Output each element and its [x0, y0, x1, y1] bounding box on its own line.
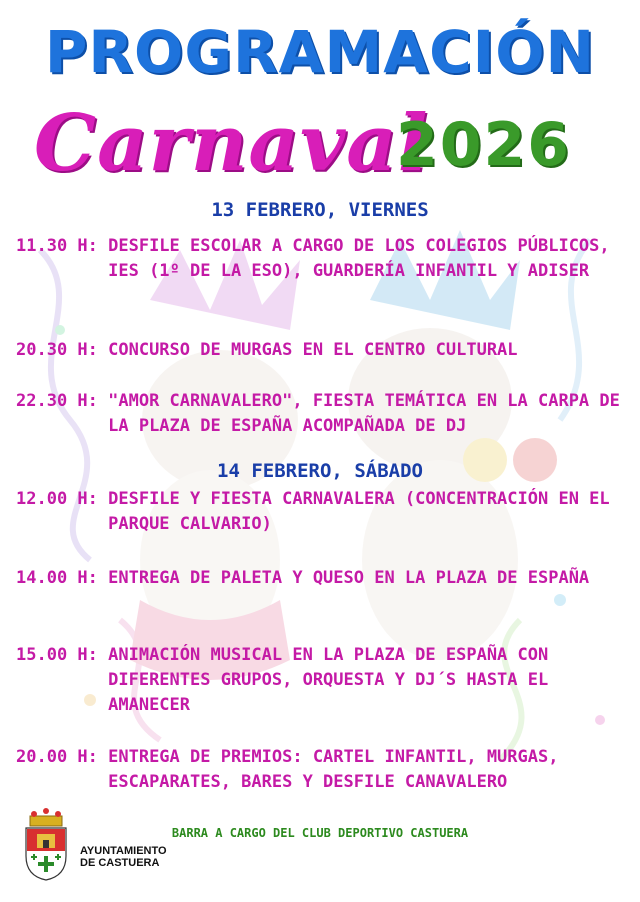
event-item: [16, 487, 630, 537]
event-description: "AMOR CARNAVALERO", FIESTA TEMÁTICA EN LA CARPA DE LA PLAZA DE ESPAÑA ACOMPAÑADA DE DJ: [108, 391, 620, 436]
castuera-coat-of-arms-icon: [22, 806, 70, 882]
event-year: 2026: [396, 110, 571, 180]
town-name-line2: DE CASTUERA: [80, 857, 160, 869]
event-time: 22.30 H:: [16, 391, 109, 411]
bar-sponsor-note: BARRA A CARGO DEL CLUB DEPORTIVO CASTUERA: [171, 826, 469, 840]
event-item: [16, 745, 630, 795]
poster-title: PROGRAMACIÓN: [44, 18, 596, 86]
subtitle-row: [0, 98, 640, 188]
event-description: ENTREGA DE PALETA Y QUESO EN LA PLAZA DE ESPAÑA: [108, 568, 590, 588]
event-time: 11.30 H:: [16, 236, 109, 256]
event-item: [16, 389, 630, 439]
event-item: [16, 566, 630, 591]
town-name-line1: AYUNTAMIENTO: [80, 845, 167, 857]
event-time: 14.00 H:: [16, 568, 109, 588]
day-header-saturday: 14 FEBRERO, SÁBADO: [217, 460, 423, 482]
event-item: [16, 338, 630, 363]
event-description: DESFILE ESCOLAR A CARGO DE LOS COLEGIOS PÚBLICOS, IES (1º DE LA ESO), GUARDERÍA INFANTIL Y ADISER: [108, 236, 610, 281]
event-item: [16, 234, 630, 284]
event-time: 12.00 H:: [16, 489, 109, 509]
event-description: ANIMACIÓN MUSICAL EN LA PLAZA DE ESPAÑA CON DIFERENTES GRUPOS, ORQUESTA Y DJ´S HASTA EL AMANECER: [108, 645, 549, 715]
event-time: 20.00 H:: [16, 747, 109, 767]
event-description: CONCURSO DE MURGAS EN EL CENTRO CULTURAL: [108, 340, 518, 360]
event-description: ENTREGA DE PREMIOS: CARTEL INFANTIL, MURGAS, ESCAPARATES, BARES Y DESFILE CANAVALERO: [108, 747, 559, 792]
carnaval-subtitle: Carnaval: [34, 98, 429, 189]
event-time: 20.30 H:: [16, 340, 109, 360]
event-time: 15.00 H:: [16, 645, 109, 665]
event-description: DESFILE Y FIESTA CARNAVALERA (CONCENTRACIÓN EN EL PARQUE CALVARIO): [108, 489, 610, 534]
town-hall-name: [80, 845, 167, 869]
day-header-friday: 13 FEBRERO, VIERNES: [211, 199, 429, 221]
event-item: [16, 643, 630, 718]
